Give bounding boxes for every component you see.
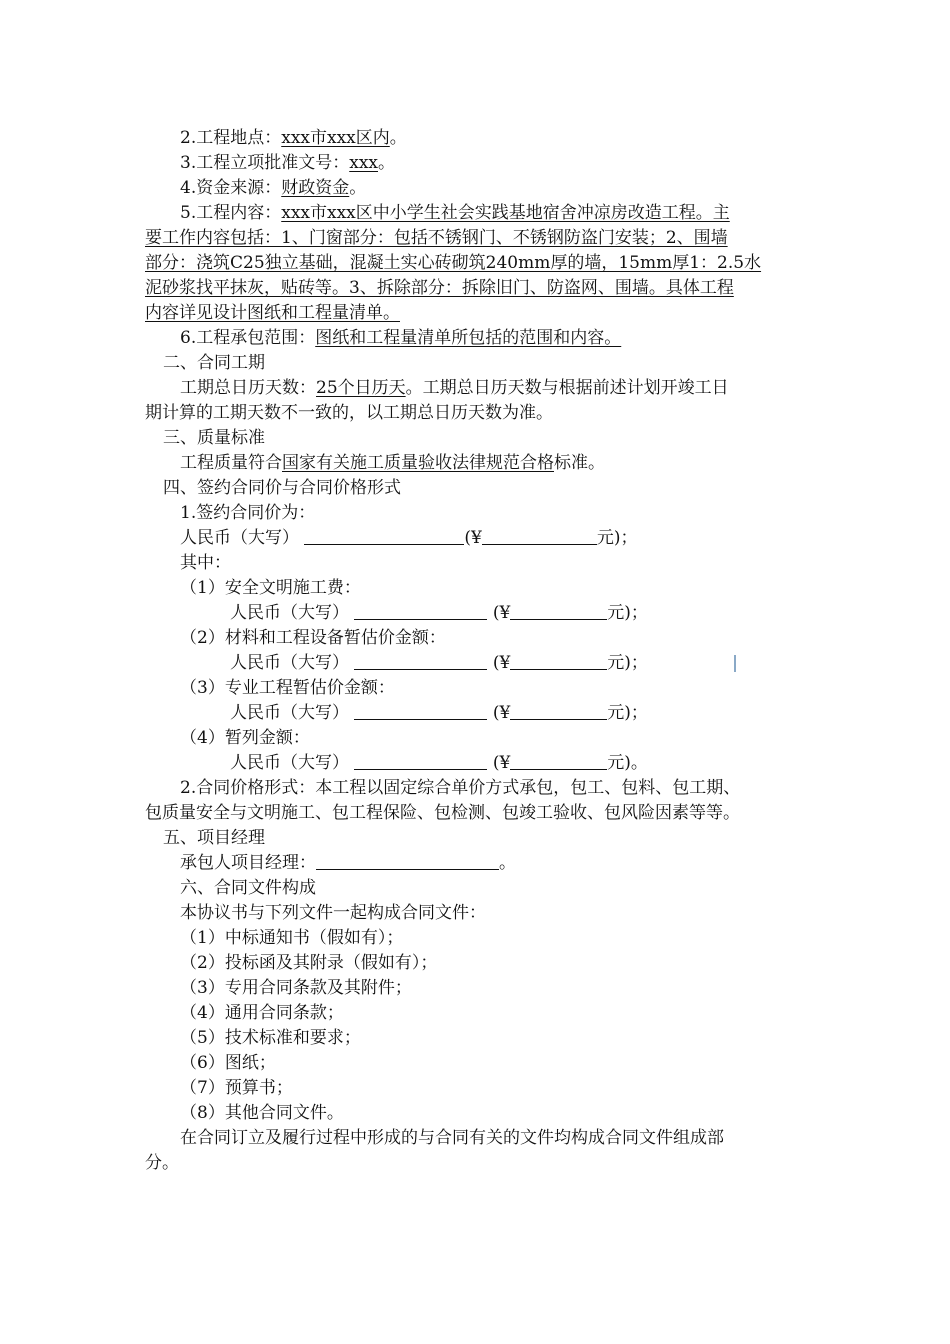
manager-line <box>180 851 516 876</box>
scope-label: 6.工程承包范围： <box>180 328 316 348</box>
yuan-close: 元)； <box>607 603 648 623</box>
approval-end: 。 <box>378 153 395 173</box>
document-item-1: （1）中标通知书（假如有）； <box>180 928 404 948</box>
yen-amount-field[interactable] <box>510 701 607 720</box>
price-item-3-line <box>230 701 648 726</box>
rmb-amount-field[interactable] <box>354 701 487 720</box>
location-label: 2.工程地点： <box>180 128 282 148</box>
section-heading-quality: 三、质量标准 <box>163 428 265 448</box>
documents-closing-line2: 分。 <box>145 1153 179 1173</box>
rmb-label: 人民币（大写） <box>230 603 349 623</box>
price-item-1-line <box>230 601 648 626</box>
yuan-close: 元)； <box>607 653 648 673</box>
project-content-line1 <box>180 201 730 226</box>
yen-open: (¥ <box>492 753 511 773</box>
content-text-1: xxx市xxx区中小学生社会实践基地宿舍冲凉房改造工程。主 <box>281 203 730 223</box>
funding-label: 4.资金来源： <box>180 178 282 198</box>
document-item-2: （2）投标函及其附录（假如有）； <box>180 953 438 973</box>
documents-closing-line1: 在合同订立及履行过程中形成的与合同有关的文件均构成合同文件组成部 <box>180 1128 724 1148</box>
rmb-amount-field[interactable] <box>304 526 464 545</box>
yuan-close: 元)； <box>607 703 648 723</box>
price-form-line2: 包质量安全与文明施工、包工程保险、包检测、包竣工验收、包风险因素等等。 <box>145 803 740 823</box>
yen-open: (¥ <box>464 528 482 548</box>
rmb-amount-field[interactable] <box>354 601 487 620</box>
yuan-close: 元)。 <box>607 753 648 773</box>
price-form-line1: 2.合同价格形式：本工程以固定综合单价方式承包，包工、包料、包工期、 <box>180 778 741 798</box>
price-item-2-line <box>230 651 648 676</box>
document-item-5: （5）技术标准和要求； <box>180 1028 361 1048</box>
duration-line2: 期计算的工期天数不一致的，以工期总日历天数为准。 <box>145 403 553 423</box>
price-item-4-label: （4）暂列金额： <box>180 728 310 748</box>
project-location <box>180 126 407 151</box>
document-item-4: （4）通用合同条款； <box>180 1003 344 1023</box>
rmb-label: 人民币（大写） <box>230 753 349 773</box>
duration-line1 <box>180 376 729 401</box>
content-label: 5.工程内容： <box>180 203 282 223</box>
document-item-6: （6）图纸； <box>180 1053 276 1073</box>
documents-intro: 本协议书与下列文件一起构成合同文件： <box>180 903 486 923</box>
project-funding <box>180 176 366 201</box>
location-end: 。 <box>389 128 407 148</box>
duration-prefix: 工期总日历天数： <box>180 378 316 398</box>
price-label: 1.签约合同价为： <box>180 503 316 523</box>
rmb-label: 人民币（大写） <box>180 528 299 548</box>
project-content-line3: 部分：浇筑C25独立基础，混凝土实心砖砌筑240mm厚的墙，15mm厚1：2.5水 <box>145 253 762 273</box>
quality-prefix: 工程质量符合 <box>180 453 282 473</box>
price-total-line <box>180 526 638 551</box>
duration-suffix: 。工期总日历天数与根据前述计划开竣工日 <box>405 378 729 398</box>
quality-line <box>180 451 605 476</box>
price-item-1-label: （1）安全文明施工费： <box>180 578 361 598</box>
rmb-label: 人民币（大写） <box>230 703 349 723</box>
project-content-line2: 要工作内容包括：1、门窗部分：包括不锈钢门、不锈钢防盗门安装；2、围墙 <box>145 228 728 248</box>
document-item-8: （8）其他合同文件。 <box>180 1103 344 1123</box>
location-value: xxx市xxx区内 <box>281 128 390 148</box>
quality-value: 国家有关施工质量验收法律规范合格 <box>282 453 554 473</box>
project-content-line5: 内容详见设计图纸和工程量清单。 <box>145 303 400 323</box>
yen-open: (¥ <box>492 653 511 673</box>
yen-open: (¥ <box>492 703 511 723</box>
document-item-7: （7）预算书； <box>180 1078 293 1098</box>
rmb-label: 人民币（大写） <box>230 653 349 673</box>
scope-value: 图纸和工程量清单所包括的范围和内容。 <box>315 328 622 348</box>
among-label: 其中： <box>180 553 231 573</box>
approval-value: xxx <box>349 153 378 173</box>
funding-end: 。 <box>349 178 367 198</box>
project-approval <box>180 151 395 176</box>
quality-suffix: 标准。 <box>554 453 605 473</box>
document-item-3: （3）专用合同条款及其附件； <box>180 978 412 998</box>
rmb-amount-field[interactable] <box>354 751 487 770</box>
yen-amount-field[interactable] <box>510 601 607 620</box>
manager-name-field[interactable] <box>316 851 499 870</box>
section-heading-documents: 六、合同文件构成 <box>180 878 316 898</box>
yen-amount-field[interactable] <box>510 651 607 670</box>
manager-end: 。 <box>499 853 516 873</box>
rmb-amount-field[interactable] <box>354 651 487 670</box>
funding-value: 财政资金 <box>281 178 350 198</box>
duration-value: 25个日历天 <box>316 378 406 398</box>
price-item-2-label: （2）材料和工程设备暂估价金额： <box>180 628 446 648</box>
approval-label: 3.工程立项批准文号： <box>180 153 350 173</box>
yen-amount-field[interactable] <box>482 526 597 545</box>
yen-open: (¥ <box>492 603 511 623</box>
text-cursor <box>734 655 736 672</box>
section-heading-duration: 二、合同工期 <box>163 353 265 373</box>
yen-amount-field[interactable] <box>510 751 607 770</box>
price-item-3-label: （3）专业工程暂估价金额： <box>180 678 395 698</box>
section-heading-manager: 五、项目经理 <box>163 828 265 848</box>
project-content-line4: 泥砂浆找平抹灰，贴砖等。3、拆除部分：拆除旧门、防盗网、围墙。具体工程 <box>145 278 734 298</box>
section-heading-price: 四、签约合同价与合同价格形式 <box>163 478 401 498</box>
yuan-close: 元)； <box>596 528 638 548</box>
manager-label: 承包人项目经理： <box>180 853 316 873</box>
project-scope <box>180 326 621 351</box>
price-item-4-line <box>230 751 648 776</box>
